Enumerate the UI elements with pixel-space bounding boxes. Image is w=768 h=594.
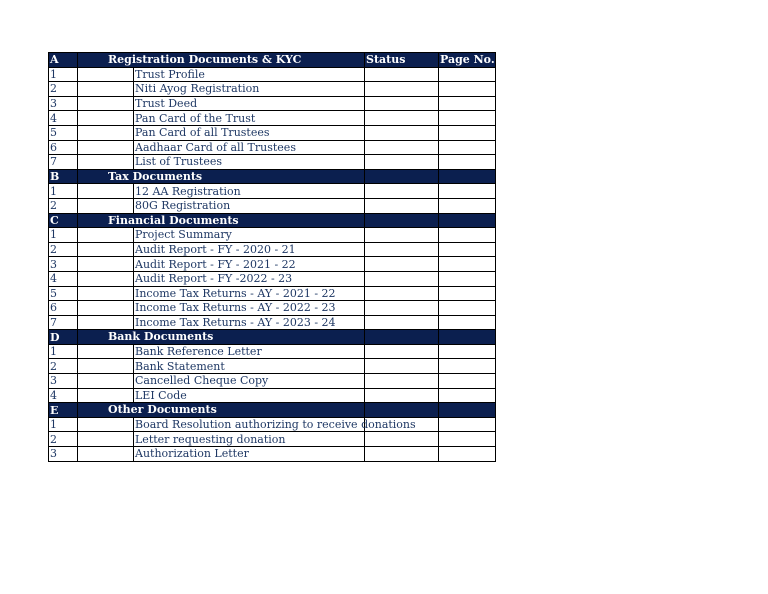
document-name: 80G Registration	[134, 198, 365, 213]
spacer-cell	[78, 301, 134, 316]
item-number: 5	[49, 286, 78, 301]
page-no-cell[interactable]	[439, 447, 496, 462]
status-cell[interactable]	[365, 111, 439, 126]
page-no-cell[interactable]	[439, 67, 496, 82]
table-row	[49, 388, 496, 403]
status-header	[365, 330, 439, 345]
section-letter: C	[49, 213, 78, 228]
spacer-cell	[78, 96, 134, 111]
section-header-row	[49, 213, 496, 228]
status-cell[interactable]	[365, 374, 439, 389]
document-name: 12 AA Registration	[134, 184, 365, 199]
spacer-cell	[78, 374, 134, 389]
page-no-cell[interactable]	[439, 198, 496, 213]
page-no-cell[interactable]	[439, 257, 496, 272]
spacer-cell	[78, 315, 134, 330]
item-number: 2	[49, 432, 78, 447]
item-number: 4	[49, 271, 78, 286]
document-name: Cancelled Cheque Copy	[134, 374, 365, 389]
status-cell[interactable]	[365, 125, 439, 140]
section-title: Bank Documents	[78, 330, 365, 345]
section-letter: B	[49, 169, 78, 184]
spacer-cell	[78, 359, 134, 374]
status-cell[interactable]	[365, 315, 439, 330]
section-title: Financial Documents	[78, 213, 365, 228]
item-number: 3	[49, 96, 78, 111]
table-row	[49, 271, 496, 286]
page-no-cell[interactable]	[439, 82, 496, 97]
section-title: Registration Documents & KYC	[78, 53, 365, 68]
item-number: 4	[49, 111, 78, 126]
section-letter: A	[49, 53, 78, 68]
status-cell[interactable]	[365, 432, 439, 447]
table-row	[49, 432, 496, 447]
section-header-row	[49, 53, 496, 68]
spacer-cell	[78, 432, 134, 447]
document-name: Board Resolution authorizing to receive donations	[135, 418, 416, 432]
table-row	[49, 344, 496, 359]
status-cell[interactable]	[365, 447, 439, 462]
document-name: List of Trustees	[134, 155, 365, 170]
page-no-cell[interactable]	[439, 111, 496, 126]
spacer-cell	[78, 140, 134, 155]
page-no-cell[interactable]	[439, 315, 496, 330]
document-name: Authorization Letter	[134, 447, 365, 462]
document-name: Audit Report - FY - 2020 - 21	[134, 242, 365, 257]
table-row	[49, 198, 496, 213]
item-number: 2	[49, 198, 78, 213]
page-no-cell[interactable]	[439, 344, 496, 359]
spacer-cell	[78, 271, 134, 286]
document-name: Bank Reference Letter	[134, 344, 365, 359]
section-header-row	[49, 330, 496, 345]
document-name: Audit Report - FY -2022 - 23	[134, 271, 365, 286]
document-name: Income Tax Returns - AY - 2023 - 24	[134, 315, 365, 330]
spacer-cell	[78, 417, 134, 432]
status-cell[interactable]	[365, 82, 439, 97]
spacer-cell	[78, 286, 134, 301]
page-no-cell[interactable]	[439, 301, 496, 316]
item-number: 1	[49, 67, 78, 82]
item-number: 7	[49, 155, 78, 170]
status-cell[interactable]	[365, 301, 439, 316]
status-cell[interactable]	[365, 257, 439, 272]
item-number: 5	[49, 125, 78, 140]
table-row	[49, 67, 496, 82]
section-letter: E	[49, 403, 78, 418]
table-row	[49, 359, 496, 374]
page-no-cell[interactable]	[439, 125, 496, 140]
table-row	[49, 82, 496, 97]
item-number: 3	[49, 374, 78, 389]
item-number: 1	[49, 184, 78, 199]
spacer-cell	[78, 257, 134, 272]
spacer-cell	[78, 344, 134, 359]
table-row	[49, 140, 496, 155]
status-cell[interactable]	[365, 198, 439, 213]
item-number: 6	[49, 140, 78, 155]
item-number: 1	[49, 344, 78, 359]
item-number: 2	[49, 82, 78, 97]
page-no-cell[interactable]	[439, 271, 496, 286]
document-name: Pan Card of all Trustees	[134, 125, 365, 140]
spacer-cell	[78, 447, 134, 462]
page-no-header	[439, 213, 496, 228]
status-cell[interactable]	[365, 344, 439, 359]
document-name: Pan Card of the Trust	[134, 111, 365, 126]
table-row	[49, 125, 496, 140]
page-no-cell[interactable]	[439, 388, 496, 403]
status-cell[interactable]	[365, 67, 439, 82]
table-row	[49, 374, 496, 389]
table-row	[49, 155, 496, 170]
item-number: 1	[49, 228, 78, 243]
status-header: Status	[365, 53, 439, 68]
spacer-cell	[78, 155, 134, 170]
document-name: Project Summary	[134, 228, 365, 243]
table-row	[49, 184, 496, 199]
status-header	[365, 403, 439, 418]
document-name: Income Tax Returns - AY - 2021 - 22	[134, 286, 365, 301]
status-cell[interactable]	[365, 96, 439, 111]
status-cell[interactable]	[365, 271, 439, 286]
table-row	[49, 242, 496, 257]
document-checklist-table	[48, 52, 496, 462]
document-name: Income Tax Returns - AY - 2022 - 23	[134, 301, 365, 316]
item-number: 1	[49, 417, 78, 432]
page-no-cell[interactable]	[439, 432, 496, 447]
table-row	[49, 447, 496, 462]
status-cell[interactable]	[365, 155, 439, 170]
status-cell[interactable]	[365, 359, 439, 374]
page-no-cell[interactable]	[439, 374, 496, 389]
table-row	[49, 96, 496, 111]
status-header	[365, 169, 439, 184]
status-cell[interactable]	[365, 286, 439, 301]
section-header-row	[49, 403, 496, 418]
status-header	[365, 213, 439, 228]
item-number: 2	[49, 359, 78, 374]
item-number: 3	[49, 257, 78, 272]
spacer-cell	[78, 111, 134, 126]
item-number: 2	[49, 242, 78, 257]
section-letter: D	[49, 330, 78, 345]
item-number: 7	[49, 315, 78, 330]
section-title: Other Documents	[78, 403, 365, 418]
page-no-header	[439, 330, 496, 345]
status-cell[interactable]	[365, 184, 439, 199]
spacer-cell	[78, 67, 134, 82]
item-number: 4	[49, 388, 78, 403]
spacer-cell	[78, 242, 134, 257]
table-row	[49, 417, 496, 432]
item-number: 6	[49, 301, 78, 316]
page-no-cell[interactable]	[439, 140, 496, 155]
item-number: 3	[49, 447, 78, 462]
table-row	[49, 228, 496, 243]
document-name: Bank Statement	[134, 359, 365, 374]
status-cell[interactable]	[365, 388, 439, 403]
page-no-cell[interactable]	[439, 359, 496, 374]
spacer-cell	[78, 184, 134, 199]
spacer-cell	[78, 125, 134, 140]
table-row	[49, 286, 496, 301]
page-no-cell[interactable]	[439, 184, 496, 199]
page-no-header: Page No.	[440, 53, 495, 67]
status-cell[interactable]	[365, 242, 439, 257]
page-no-header	[439, 169, 496, 184]
section-header-row	[49, 169, 496, 184]
document-name: Niti Ayog Registration	[134, 82, 365, 97]
spacer-cell	[78, 82, 134, 97]
table-row	[49, 257, 496, 272]
document-name: Aadhaar Card of all Trustees	[134, 140, 365, 155]
spacer-cell	[78, 198, 134, 213]
page-no-cell[interactable]	[439, 228, 496, 243]
page-no-cell[interactable]	[439, 286, 496, 301]
page-no-cell[interactable]	[439, 155, 496, 170]
section-title: Tax Documents	[78, 169, 365, 184]
table-row	[49, 111, 496, 126]
spacer-cell	[78, 388, 134, 403]
document-name: Audit Report - FY - 2021 - 22	[134, 257, 365, 272]
document-name: LEI Code	[134, 388, 365, 403]
document-name: Trust Profile	[134, 67, 365, 82]
status-cell[interactable]	[365, 228, 439, 243]
page-no-cell[interactable]	[439, 242, 496, 257]
spacer-cell	[78, 228, 134, 243]
checklist-body	[49, 53, 496, 462]
page-no-cell[interactable]	[439, 96, 496, 111]
status-cell[interactable]	[365, 140, 439, 155]
table-row	[49, 301, 496, 316]
document-name: Trust Deed	[134, 96, 365, 111]
table-row	[49, 315, 496, 330]
document-name: Letter requesting donation	[134, 432, 365, 447]
page-no-header	[439, 403, 496, 418]
page-no-cell[interactable]	[439, 417, 496, 432]
